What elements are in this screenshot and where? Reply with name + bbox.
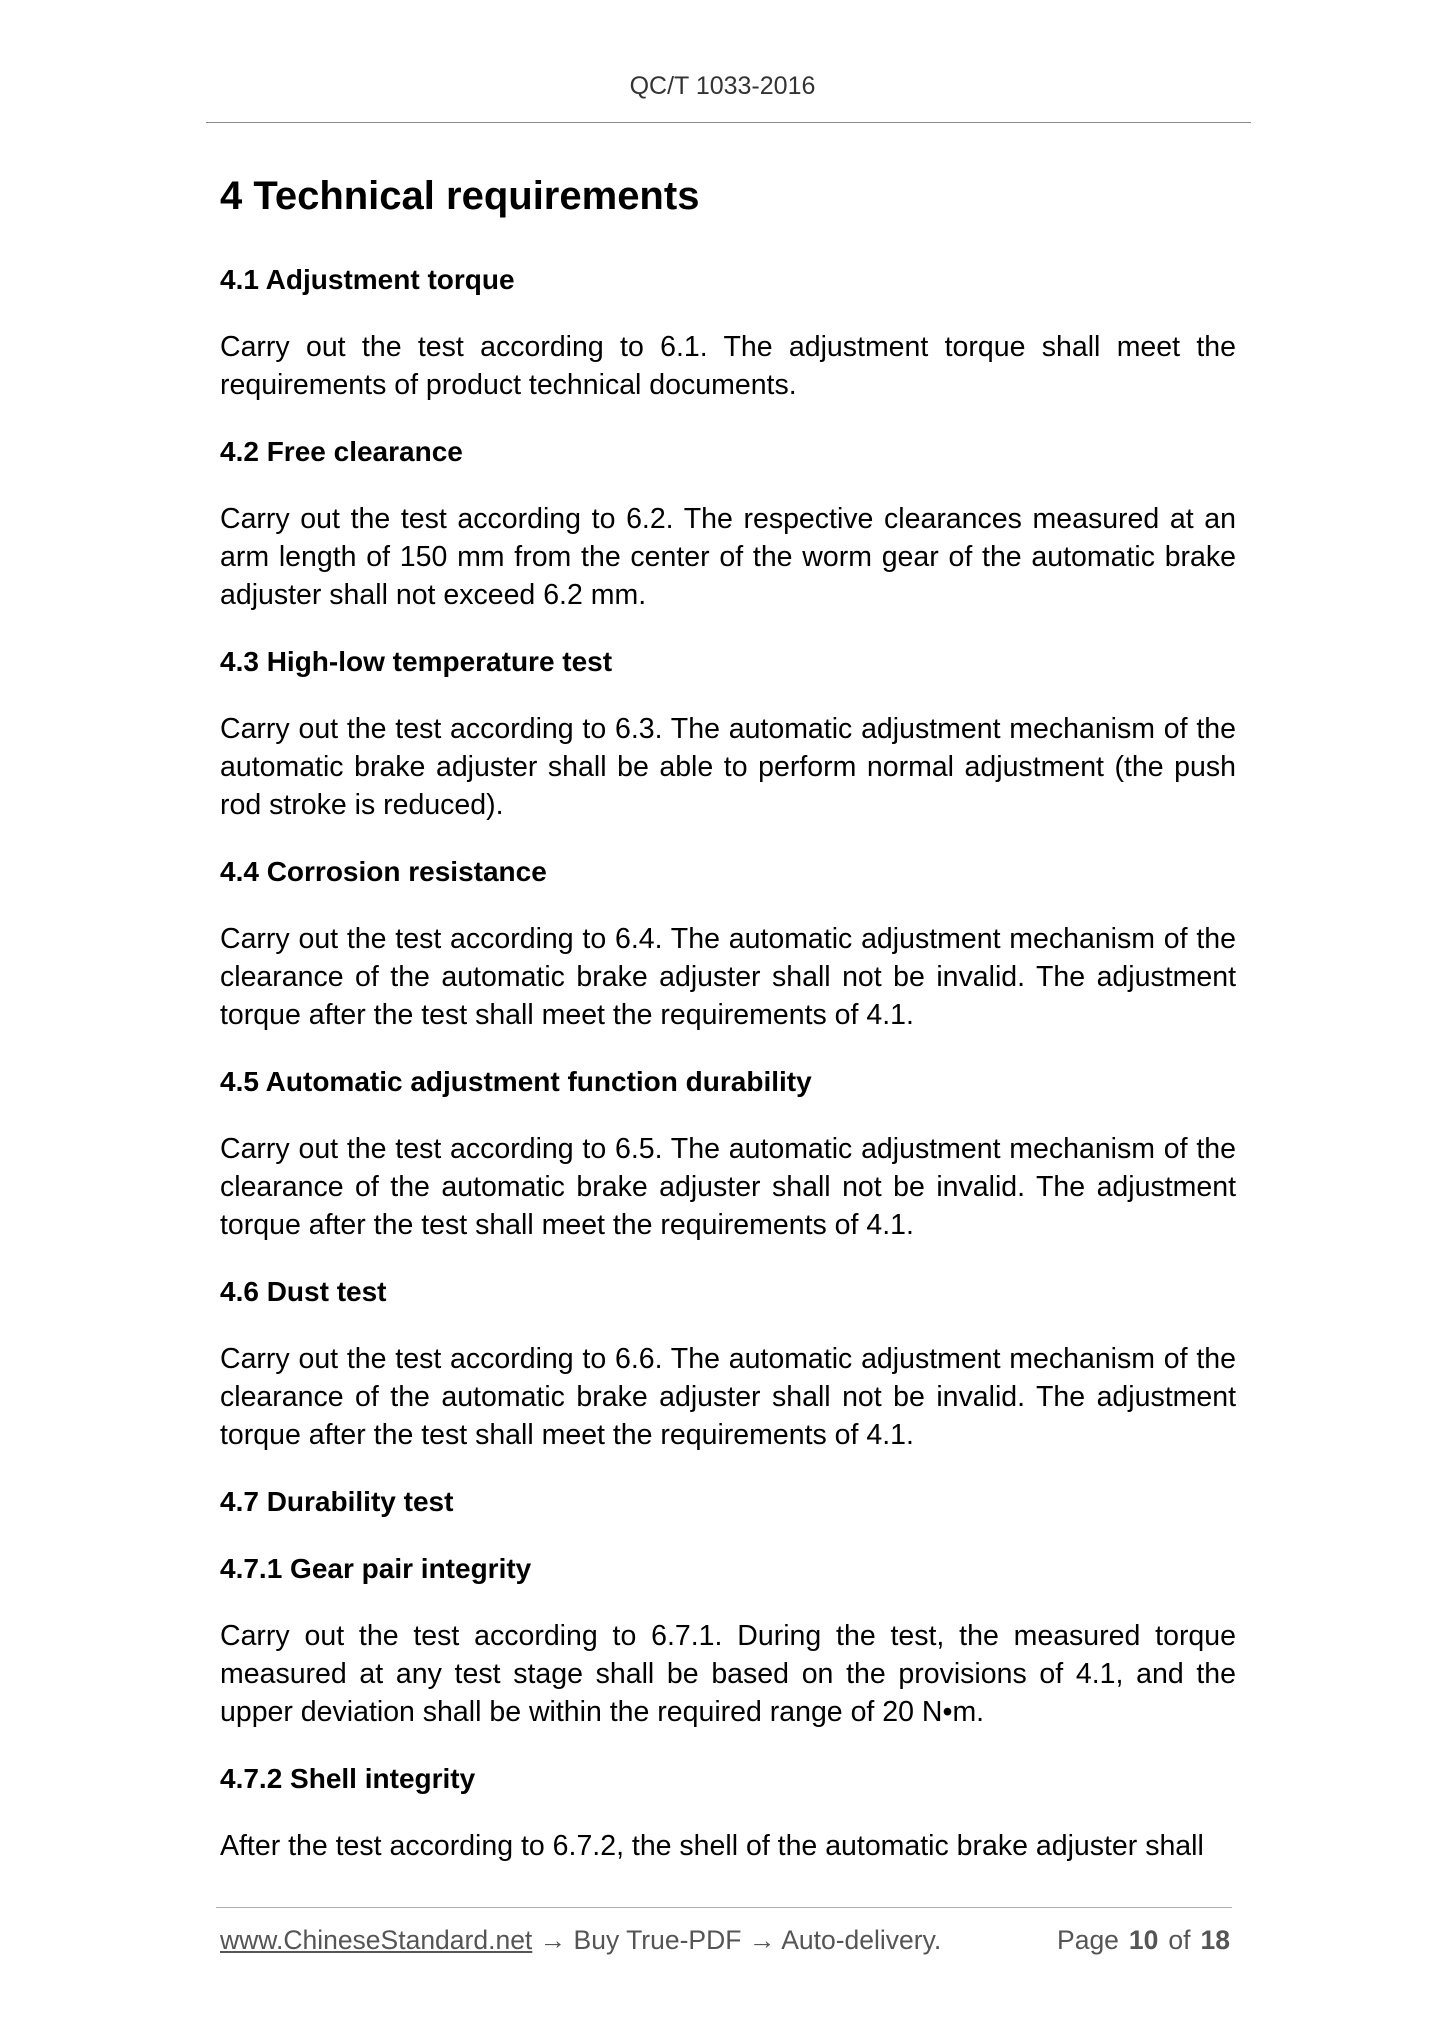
- delivery-text: Auto-delivery.: [781, 1925, 942, 1955]
- paragraph-4-1: Carry out the test according to 6.1. The adjustment torque shall meet the requirements of product technical documents.: [220, 331, 1236, 401]
- paragraph-4-7-1: Carry out the test according to 6.7.1. During the test, the measured torque measured at any test stage shall be based on the provisions of 4.1, and the upper deviation shall be within the required range of 20 N•m.: [220, 1620, 1236, 1728]
- website-link[interactable]: www.ChineseStandard.net: [220, 1925, 533, 1955]
- heading-4-1: 4.1 Adjustment torque: [220, 264, 515, 295]
- heading-4-5: 4.5 Automatic adjustment function durability: [220, 1066, 812, 1097]
- heading-4-6: 4.6 Dust test: [220, 1276, 387, 1307]
- arrow-icon: →: [748, 1925, 776, 1955]
- page-number: [1057, 1925, 1230, 1956]
- paragraph-4-5: Carry out the test according to 6.5. The automatic adjustment mechanism of the clearance of the automatic brake adjuster shall not be invalid. The adjustment torque after the test shall meet the requirements of 4.1.: [220, 1133, 1236, 1241]
- heading-4-3: 4.3 High-low temperature test: [220, 646, 613, 677]
- paragraph-4-2: Carry out the test according to 6.2. The respective clearances measured at an arm length of 150 mm from the center of the worm gear of the automatic brake adjuster shall not exceed 6.2 mm.: [220, 503, 1236, 611]
- footer-divider: [216, 1907, 1232, 1908]
- paragraph-4-6: Carry out the test according to 6.6. The automatic adjustment mechanism of the clearance of the automatic brake adjuster shall not be invalid. The adjustment torque after the test shall meet the requirements of 4.1.: [220, 1343, 1236, 1451]
- arrow-icon: →: [539, 1925, 567, 1955]
- document-id-header: QC/T 1033-2016: [629, 72, 816, 100]
- page-of: of: [1168, 1925, 1191, 1955]
- paragraph-4-3: Carry out the test according to 6.3. The automatic adjustment mechanism of the automatic brake adjuster shall be able to perform normal adjustment (the push rod stroke is reduced).: [220, 713, 1236, 821]
- page-current: 10: [1128, 1925, 1159, 1955]
- buy-text: Buy True-PDF: [573, 1925, 742, 1955]
- header-divider: [206, 122, 1251, 123]
- section-title: 4 Technical requirements: [220, 174, 700, 218]
- page-label: Page: [1057, 1925, 1119, 1955]
- page-content: [220, 165, 1236, 1894]
- page-total: 18: [1200, 1925, 1230, 1955]
- heading-4-7-2: 4.7.2 Shell integrity: [220, 1763, 476, 1794]
- heading-4-2: 4.2 Free clearance: [220, 436, 463, 467]
- footer-promo: [220, 1925, 941, 1956]
- heading-4-7: 4.7 Durability test: [220, 1486, 454, 1517]
- paragraph-4-7-2: After the test according to 6.7.2, the shell of the automatic brake adjuster shall: [220, 1830, 1204, 1862]
- paragraph-4-4: Carry out the test according to 6.4. The automatic adjustment mechanism of the clearance of the automatic brake adjuster shall not be invalid. The adjustment torque after the test shall meet the requirements of 4.1.: [220, 923, 1236, 1031]
- heading-4-4: 4.4 Corrosion resistance: [220, 856, 547, 887]
- heading-4-7-1: 4.7.1 Gear pair integrity: [220, 1553, 532, 1584]
